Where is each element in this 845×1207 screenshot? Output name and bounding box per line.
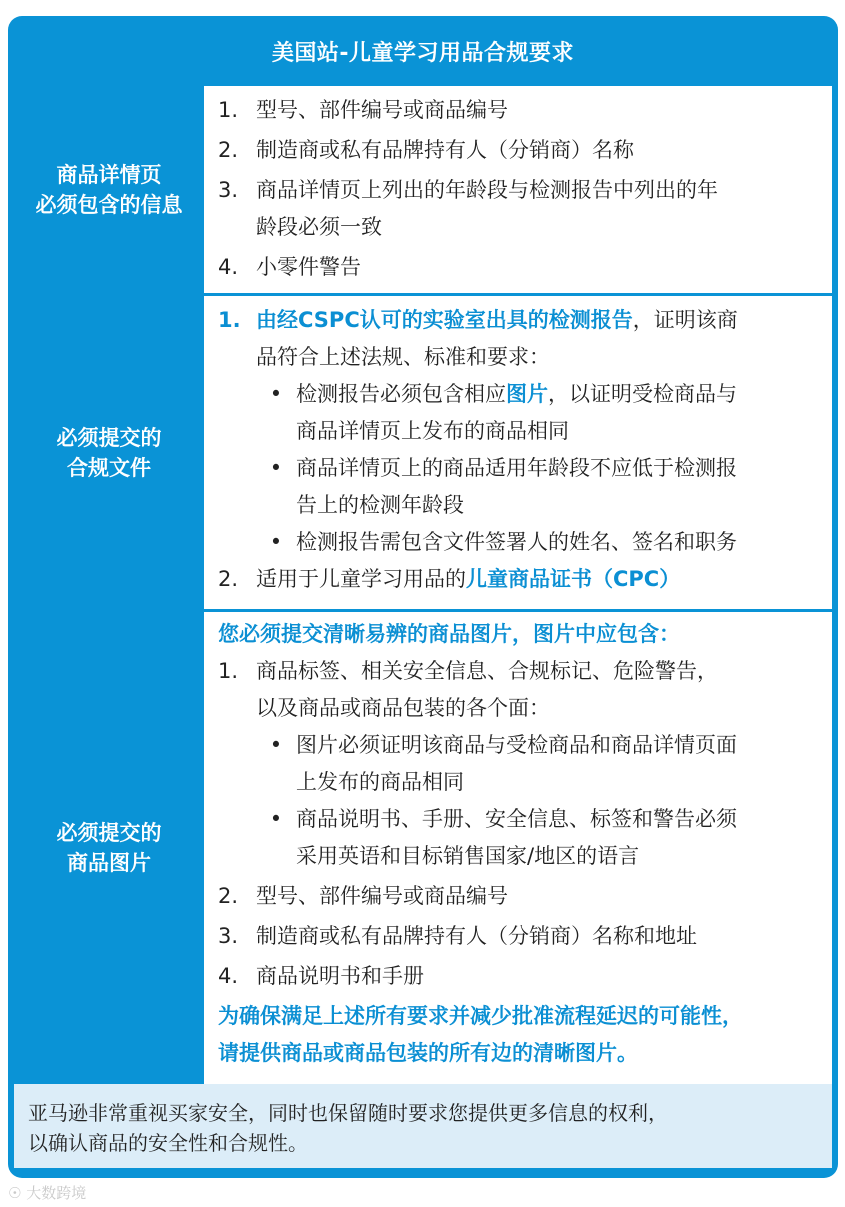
list-item: 3. 商品详情页上列出的年龄段与检测报告中列出的年 龄段必须一致 [218,178,718,239]
section-label-line: 合规文件 [67,455,151,480]
section-label-line: 商品图片 [67,851,151,875]
list-item: 4. 商品说明书和手册 [218,964,424,988]
bullet-item: • 商品详情页上的商品适用年龄段不应低于检测报 告上的检测年龄段 [218,450,824,524]
list-item: 3. 制造商或私有品牌持有人（分销商）名称和地址 [218,924,697,948]
bullet-item: • 商品说明书、手册、安全信息、标签和警告必须 采用英语和目标销售国家/地区的语言 [218,801,824,875]
section-label [14,86,204,293]
bullet-dot: • [269,382,283,406]
bullet-item: • 检测报告需包含文件签署人的姓名、签名和职务 [218,524,824,561]
watermark [8,1182,86,1203]
bullet-dot: • [269,733,283,757]
section-intro: 您必须提交清晰易辨的商品图片，图片中应包含： [218,622,680,646]
bullet-dot: • [269,530,283,554]
list-item: 2. 适用于儿童学习用品的儿童商品证书（CPC） [218,567,681,591]
section-label [14,296,204,609]
section-product-detail-info [14,86,832,293]
bullet-item: • 检测报告必须包含相应图片，以证明受检商品与 商品详情页上发布的商品相同 [218,376,824,450]
compliance-card [8,16,838,1178]
watermark-text: 大数跨境 [26,1184,87,1202]
section-label-line: 必须提交的 [56,821,162,845]
section-label-line: 必须提交的 [56,425,162,450]
section-label [14,612,204,1084]
list-item: 1. 由经CSPC认可的实验室出具的检测报告，证明该商 品符合上述法规、标准和要求： [218,308,738,369]
section-body [204,296,832,609]
bullet-dot: • [269,807,283,831]
section-compliance-documents [14,296,832,609]
section-label-line: 必须包含的信息 [35,192,183,217]
section-body [204,612,832,1084]
section-product-images [14,612,832,1084]
footer-note: 亚马逊非常重视买家安全，同时也保留随时要求您提供更多信息的权利， 以确认商品的安全性和合规性。 [14,1084,832,1168]
bullet-dot: • [269,456,283,480]
closing-note: 为确保满足上述所有要求并减少批准流程延迟的可能性， 请提供商品或商品包装的所有边的清晰图片。 [218,1004,743,1065]
list-item: 2. 型号、部件编号或商品编号 [218,884,508,908]
list-item: 2. 制造商或私有品牌持有人（分销商）名称 [218,138,634,162]
list-item: 4. 小零件警告 [218,255,361,279]
section-body [204,86,832,293]
list-item: 1. 型号、部件编号或商品编号 [218,98,508,122]
card-title: 美国站-儿童学习用品合规要求 [271,40,575,66]
list-item: 1. 商品标签、相关安全信息、合规标记、危险警告， 以及商品或商品包装的各个面： [218,659,718,720]
watermark-logo-icon: ☉ [8,1184,22,1202]
section-label-line: 商品详情页 [56,162,162,187]
bullet-item: • 图片必须证明该商品与受检商品和商品详情页面 上发布的商品相同 [218,727,824,801]
